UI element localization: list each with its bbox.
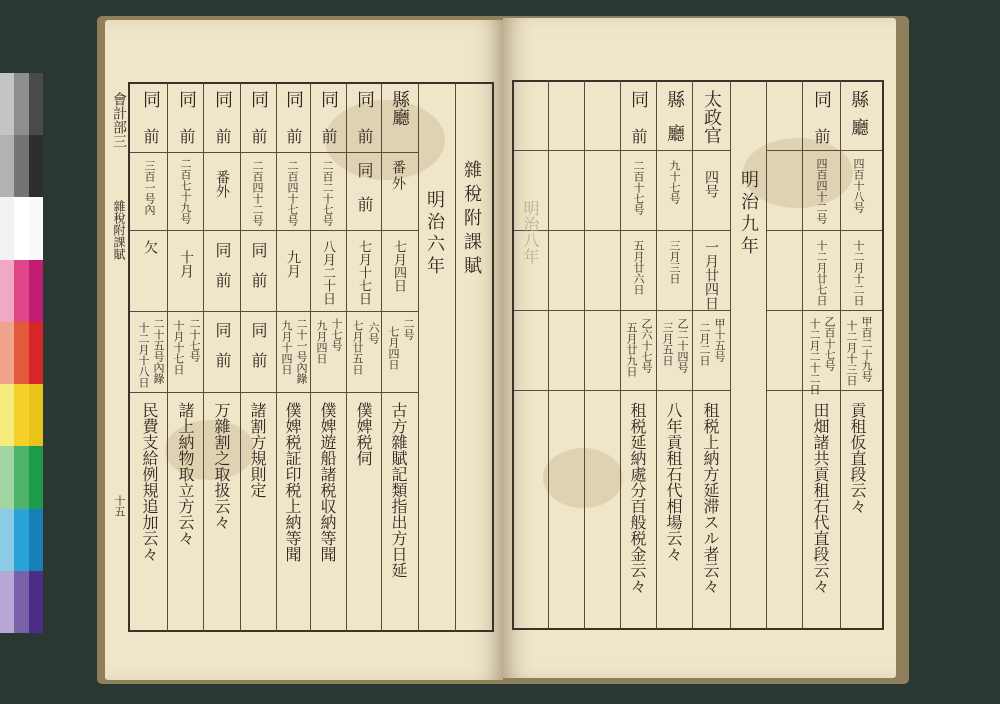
- entry-date: 欠: [142, 240, 158, 254]
- entry-ref-date: 十月十七日: [172, 320, 185, 375]
- entry-issuer: 前: [177, 128, 196, 144]
- entry-number: 番外: [214, 170, 230, 198]
- entry-number: 九十七号: [668, 160, 681, 204]
- entry-subject: 僕婢税証印税上納等聞: [283, 402, 302, 562]
- entry-issuer: 縣: [848, 90, 869, 108]
- year-heading: 明治九年: [738, 170, 759, 258]
- page-number: 十五: [113, 495, 126, 517]
- margin-subtitle: 雜稅附課賦: [112, 200, 126, 260]
- entry-date: 十月: [178, 250, 194, 278]
- entry-issuer: 同: [318, 90, 339, 108]
- entry-issuer: 前: [284, 128, 303, 144]
- entry-ref-date: 十二月二十二日: [808, 318, 821, 395]
- entry-number: 二百十七号: [632, 160, 645, 215]
- entry-ref-date: 二月二日: [698, 322, 711, 366]
- entry-subject: 諸割方規則定: [248, 402, 267, 498]
- entry-subject: 貢租仮直段云々: [848, 402, 867, 514]
- entry-ref-number: 六号: [367, 322, 380, 344]
- entry-ref-number: 甲十五号: [713, 318, 726, 362]
- entry-ref-date: 九月四日: [315, 320, 328, 364]
- entry-ref-number: 二十一号內錄: [295, 318, 308, 384]
- entry-ref-number: 二号: [402, 318, 415, 340]
- bleed-through-text: 明治八年: [521, 200, 540, 264]
- entry-date: 前: [213, 272, 232, 288]
- entry-issuer: 廳: [848, 118, 869, 136]
- entry-date: 十二月十二日: [852, 240, 865, 306]
- entry-number: 四百十八号: [852, 158, 865, 213]
- entry-ref: 同: [213, 322, 232, 338]
- entry-issuer: 同: [140, 90, 161, 108]
- entry-number: 二百四十七号: [286, 160, 299, 226]
- entry-ref-number: 乙六十七号: [640, 318, 653, 373]
- entry-date: 同: [213, 242, 232, 258]
- entry-number: 二百四十二号: [251, 160, 264, 226]
- entry-issuer: 同: [628, 90, 649, 108]
- entry-ref-date: 七月四日: [387, 326, 400, 370]
- entry-issuer: 縣廳: [389, 90, 410, 126]
- entry-ref-date: 七月廿五日: [351, 320, 364, 375]
- year-heading: 明治六年: [424, 190, 445, 278]
- entry-ref-number: 乙二十四号: [676, 318, 689, 373]
- entry-ref-date: 五月廿九日: [625, 322, 638, 377]
- entry-issuer: 同: [248, 90, 269, 108]
- entry-issuer: 同: [811, 90, 832, 108]
- entry-issuer: 縣: [664, 90, 685, 108]
- entry-ref-date: 九月十四日: [280, 320, 293, 375]
- entry-number: 前: [355, 196, 374, 212]
- entry-subject: 八年貢租石代相場云々: [664, 402, 683, 562]
- entry-subject: 民費支給例規追加云々: [140, 402, 159, 562]
- margin-title: 會計部三: [111, 92, 127, 148]
- entry-date: 一月廿四日: [703, 240, 719, 310]
- entry-ref: 前: [249, 352, 268, 368]
- entry-issuer: 前: [629, 128, 648, 144]
- entry-ref-number: 二十五号內錄: [152, 318, 165, 384]
- entry-date: 七月十七日: [356, 240, 371, 305]
- entry-issuer: 同: [212, 90, 233, 108]
- entry-date: 八月二十日: [320, 240, 335, 305]
- entry-date: 五月廿六日: [632, 240, 645, 295]
- entry-date: 同: [249, 242, 268, 258]
- entry-ref-date: 十二月十八日: [137, 322, 150, 388]
- entry-ref-number: 十七号: [330, 318, 343, 351]
- entry-number: 番外: [390, 160, 406, 192]
- entry-number: 二百二十七号: [321, 160, 334, 226]
- entry-number: 四号: [703, 170, 719, 198]
- entry-number: 二百七十九号: [179, 158, 192, 224]
- entry-date: 七月四日: [391, 240, 406, 292]
- entry-ref-date: 十二月十三日: [845, 320, 858, 386]
- entry-subject: 租税上納方延滞スル者云々: [701, 402, 720, 594]
- entry-subject: 万雜割之取扱云々: [212, 402, 231, 530]
- entry-subject: 古方雜賦記類指出方日延: [389, 402, 408, 578]
- entry-issuer: 前: [141, 128, 160, 144]
- entry-number: 四百四十二号: [815, 158, 828, 224]
- entry-ref-date: 三月五日: [661, 322, 674, 366]
- entry-date: 前: [249, 272, 268, 288]
- entry-issuer: 同: [354, 90, 375, 108]
- entry-subject: 諸上納物取立方云々: [176, 402, 195, 546]
- entry-number: 同: [355, 162, 374, 178]
- entry-date: 三月三日: [668, 240, 681, 284]
- entry-issuer: 前: [319, 128, 338, 144]
- entry-issuer: 前: [249, 128, 268, 144]
- entry-ref-number: 二十七号: [188, 318, 201, 362]
- entry-ref-number: 乙百十七号: [823, 316, 836, 371]
- entry-ref-number: 甲百二十九号: [860, 316, 873, 382]
- section-title: 雜稅附課賦: [461, 160, 482, 280]
- entry-subject: 僕婢遊船諸税収納等聞: [318, 402, 337, 562]
- entry-date: 九月: [285, 250, 301, 278]
- entry-issuer: 同: [176, 90, 197, 108]
- entry-issuer: 前: [355, 128, 374, 144]
- entry-date: 十二月廿七日: [815, 240, 828, 306]
- color-calibration-strip: [0, 73, 43, 633]
- entry-subject: 租税延納處分百般税金云々: [628, 402, 647, 594]
- entry-issuer: 前: [213, 128, 232, 144]
- entry-issuer: 太政官: [701, 90, 722, 144]
- entry-issuer: 同: [283, 90, 304, 108]
- entry-issuer: 廳: [664, 124, 685, 142]
- entry-ref: 同: [249, 322, 268, 338]
- entry-issuer: 前: [812, 128, 831, 144]
- entry-ref: 前: [213, 352, 232, 368]
- entry-subject: 田畑諸共貢租石代直段云々: [811, 402, 830, 594]
- entry-subject: 僕婢税伺: [354, 402, 373, 466]
- entry-number: 三百一号內: [143, 160, 156, 215]
